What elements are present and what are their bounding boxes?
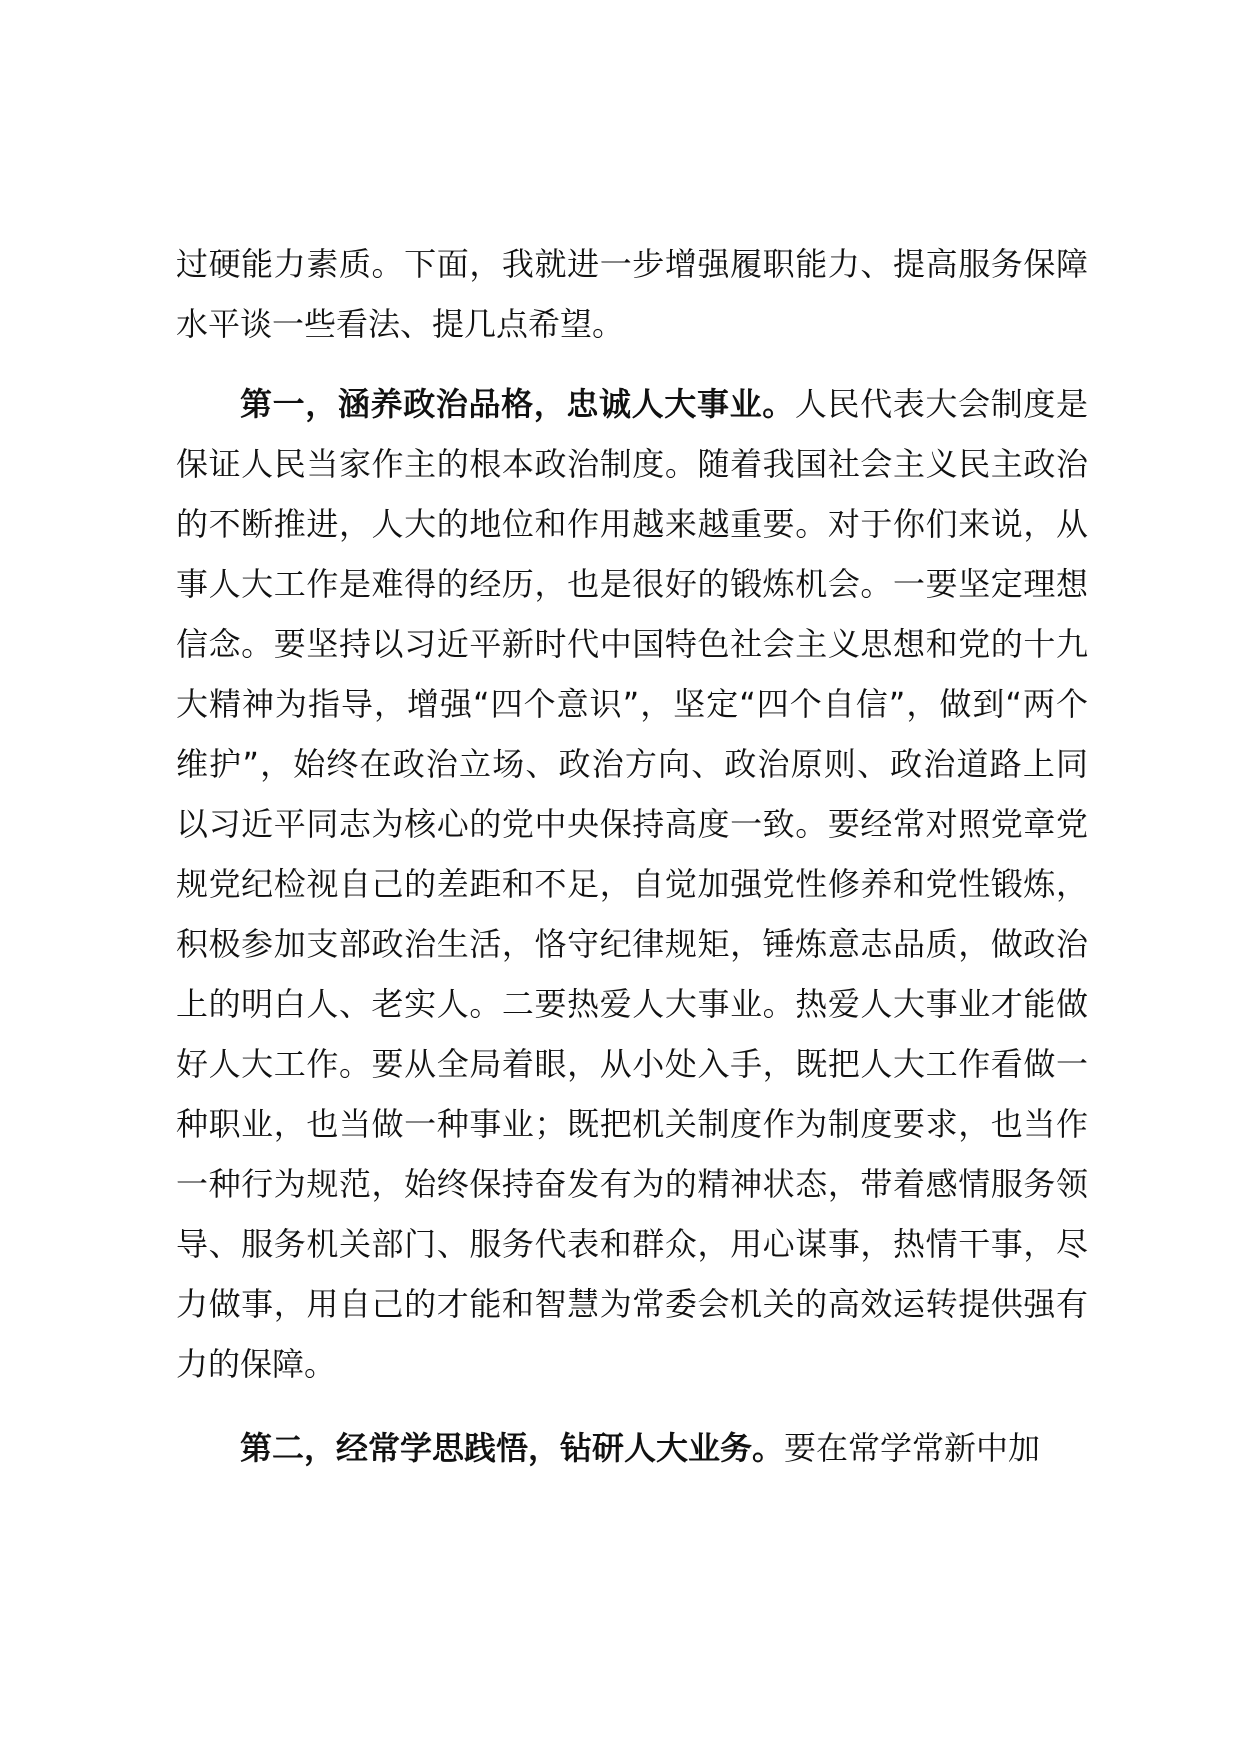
paragraph-first-point bbox=[176, 374, 1088, 1394]
paragraph-body: 要在常学常新中加 bbox=[784, 1429, 1041, 1467]
paragraph-continuation bbox=[176, 234, 1088, 354]
paragraph-second-point bbox=[176, 1418, 1088, 1478]
paragraph-heading: 第一，涵养政治品格，忠诚人大事业。 bbox=[240, 385, 795, 423]
paragraph-body: 过硬能力素质。下面，我就进一步增强履职能力、提高服务保障水平谈一些看法、提几点希望。 bbox=[176, 245, 1088, 343]
paragraph-body: 人民代表大会制度是保证人民当家作主的根本政治制度。随着我国社会主义民主政治的不断推进，人大的地位和作用越来越重要。对于你们来说，从事人大工作是难得的经历，也是很好的锻炼机会。一要坚定理想信念。要坚持以习近平新时代中国特色社会主义思想和党的十九大精神为指导，增强“四个意识”，坚定“四个自信”，做到“两个维护”，始终在政治立场、政治方向、政治原则、政治道路上同以习近平同志为核心的党中央保持高度一致。要经常对照党章党规党纪检视自己的差距和不足，自觉加强党性修养和党性锻炼，积极参加支部政治生活，恪守纪律规矩，锤炼意志品质，做政治上的明白人、老实人。二要热爱人大事业。热爱人大事业才能做好人大工作。要从全局着眼，从小处入手，既把人大工作看做一种职业，也当做一种事业；既把机关制度作为制度要求，也当作一种行为规范，始终保持奋发有为的精神状态，带着感情服务领导、服务机关部门、服务代表和群众，用心谋事，热情干事，尽力做事，用自己的才能和智慧为常委会机关的高效运转提供强有力的保障。 bbox=[176, 385, 1088, 1383]
paragraph-heading: 第二，经常学思践悟，钻研人大业务。 bbox=[240, 1429, 785, 1467]
